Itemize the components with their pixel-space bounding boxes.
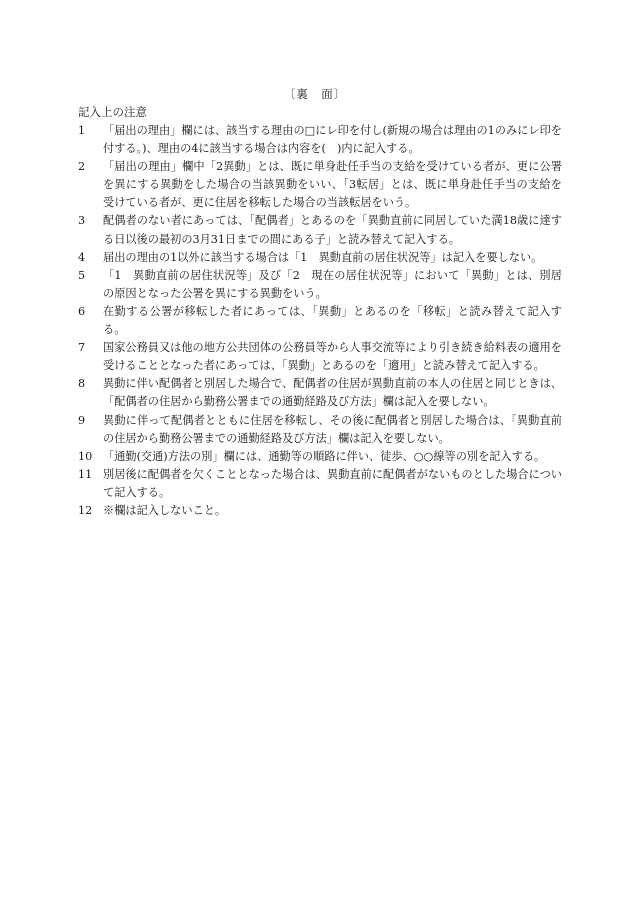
note-item: [78, 502, 562, 520]
note-text: 在勤する公署が移転した者にあっては、「異動」とあるのを「移転」と読み替えて記入する。: [103, 304, 562, 337]
note-text: 異動に伴って配偶者とともに住居を移転し、その後に配偶者と別居した場合は、「異動直前の住居から勤務公署までの通勤経路及び方法」欄は記入を要しない。: [103, 413, 562, 445]
note-item: [78, 303, 562, 339]
note-text: 別居後に配偶者を欠くこととなった場合は、異動直前に配偶者がないものとした場合について記入する。: [103, 467, 562, 499]
note-text: ※欄は記入しないこと。: [103, 503, 227, 517]
note-number: 3: [78, 214, 86, 228]
notes-title: 記入上の注意: [78, 105, 147, 119]
note-text: 「通勤(交通)方法の別」欄には、通勤等の順路に伴い、徒歩、○○線等の別を記入する。: [103, 449, 546, 463]
note-text: 届出の理由の1以外に該当する場合は「1 異動直前の居住状況等」は記入を要しない。: [103, 250, 543, 264]
note-number: 10: [78, 449, 93, 463]
note-item: [78, 212, 562, 248]
note-item: [78, 339, 562, 375]
note-text: 「届出の理由」欄中「2異動」とは、既に単身赴任手当の支給を受けている者が、更に公署を異にする異動をした場合の当該異動をいい、「3転居」とは、既に単身赴任手当の支給を受けている者が、更に住居を移転した場合の当該転居をいう。: [103, 160, 562, 210]
note-item: [78, 122, 562, 158]
note-number: 8: [78, 377, 86, 391]
note-text: 「1 異動直前の居住状況等」及び「2 現在の居住状況等」において「異動」とは、別居の原因となった公署を異にする異動をいう。: [103, 268, 562, 300]
note-number: 4: [78, 250, 86, 264]
note-item: [78, 448, 562, 466]
note-item: [78, 466, 562, 502]
note-number: 2: [78, 160, 86, 174]
note-number: 6: [78, 304, 86, 318]
note-text: 異動に伴い配偶者と別居した場合で、配偶者の住居が異動直前の本人の住居と同じときは、「配偶者の住居から勤務公署までの通勤経路及び方法」欄は記入を要しない。: [103, 377, 562, 409]
note-text: 国家公務員又は他の地方公共団体の公務員等から人事交流等により引き続き給料表の適用を受けることとなった者にあっては、「異動」とあるのを「適用」と読み替えて記入する。: [103, 341, 562, 373]
note-item: [78, 375, 562, 411]
note-number: 9: [78, 413, 86, 427]
note-number: 11: [78, 467, 93, 481]
note-text: 「届出の理由」欄には、該当する理由の□にレ印を付し(新規の場合は理由の1のみにレ印を付する。)、理由の4に該当する場合は内容を( )内に記入する。: [103, 124, 562, 156]
note-number: 5: [78, 268, 86, 282]
notes-list: [78, 122, 562, 520]
note-number: 1: [78, 124, 86, 137]
note-number: 7: [78, 341, 86, 355]
note-text: 配偶者のない者にあっては、「配偶者」とあるのを「異動直前に同居していた満18歳に達する日以後の最初の3月31日までの間にある子」と読み替えて記入する。: [103, 214, 562, 246]
note-number: 12: [78, 503, 93, 517]
note-item: [78, 249, 562, 267]
note-item: [78, 412, 562, 448]
page-heading: 〔裏 面〕: [283, 87, 347, 101]
note-item: [78, 158, 562, 212]
note-item: [78, 267, 562, 303]
